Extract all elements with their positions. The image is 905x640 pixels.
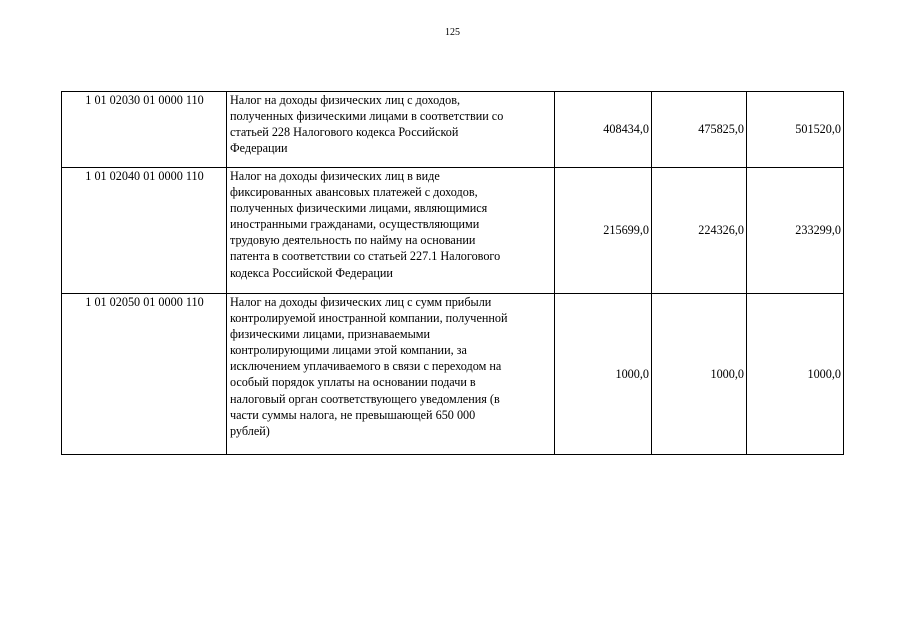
table-row: [62, 168, 844, 294]
name-line: Налог на доходы физических лиц с сумм прибыли: [230, 295, 492, 309]
amount-year-1-cell: 408434,0: [555, 92, 652, 168]
amount-year-2-cell: 1000,0: [652, 294, 747, 455]
name-line: трудовую деятельность по найму на основании: [230, 233, 476, 248]
amount-year-1-cell: 1000,0: [555, 294, 652, 455]
name-line: патента в соответствии со статьей 227.1 Налогового: [230, 249, 501, 264]
amount-year-3-cell: 233299,0: [747, 168, 844, 294]
revenue-name-cell: [227, 294, 555, 455]
table-row: [62, 92, 844, 168]
amount-year-1-cell: 215699,0: [555, 168, 652, 294]
name-line: иностранными гражданами, осуществляющими: [230, 217, 480, 232]
revenue-name-cell: [227, 92, 555, 168]
name-line: налоговый орган соответствующего уведомления (в: [230, 391, 500, 406]
name-line: статьей 228 Налогового кодекса Российской: [230, 125, 459, 140]
page-number: 125: [445, 27, 460, 38]
budget-revenue-table: [61, 91, 844, 455]
name-line: полученных физическими лицами в соответствии со: [230, 109, 504, 124]
amount-year-3-cell: 501520,0: [747, 92, 844, 168]
name-line: кодекса Российской Федерации: [230, 265, 393, 280]
revenue-name-cell: [227, 168, 555, 294]
revenue-code-cell: 1 01 02050 01 0000 110: [62, 294, 227, 455]
name-line: контролируемой иностранной компании, полученной: [230, 311, 508, 326]
name-line: части суммы налога, не превышающей 650 000: [230, 407, 476, 422]
name-line: полученных физическими лицами, являющимися: [230, 201, 488, 216]
amount-year-2-cell: 224326,0: [652, 168, 747, 294]
table-row: [62, 294, 844, 455]
name-line: рублей): [230, 423, 270, 438]
name-line: фиксированных авансовых платежей с доходов,: [230, 185, 478, 200]
revenue-code-cell: 1 01 02040 01 0000 110: [62, 168, 227, 294]
revenue-code-cell: 1 01 02030 01 0000 110: [62, 92, 227, 168]
name-line: особый порядок уплаты на основании подачи в: [230, 375, 476, 390]
amount-year-2-cell: 475825,0: [652, 92, 747, 168]
name-line: исключением уплачиваемого в связи с переходом на: [230, 359, 502, 374]
amount-year-3-cell: 1000,0: [747, 294, 844, 455]
name-line: контролирующими лицами этой компании, за: [230, 343, 467, 358]
name-line: Федерации: [230, 141, 288, 156]
name-line: Налог на доходы физических лиц с доходов,: [230, 93, 460, 107]
name-line: физическими лицами, признаваемыми: [230, 327, 431, 342]
name-line: Налог на доходы физических лиц в виде: [230, 169, 440, 183]
